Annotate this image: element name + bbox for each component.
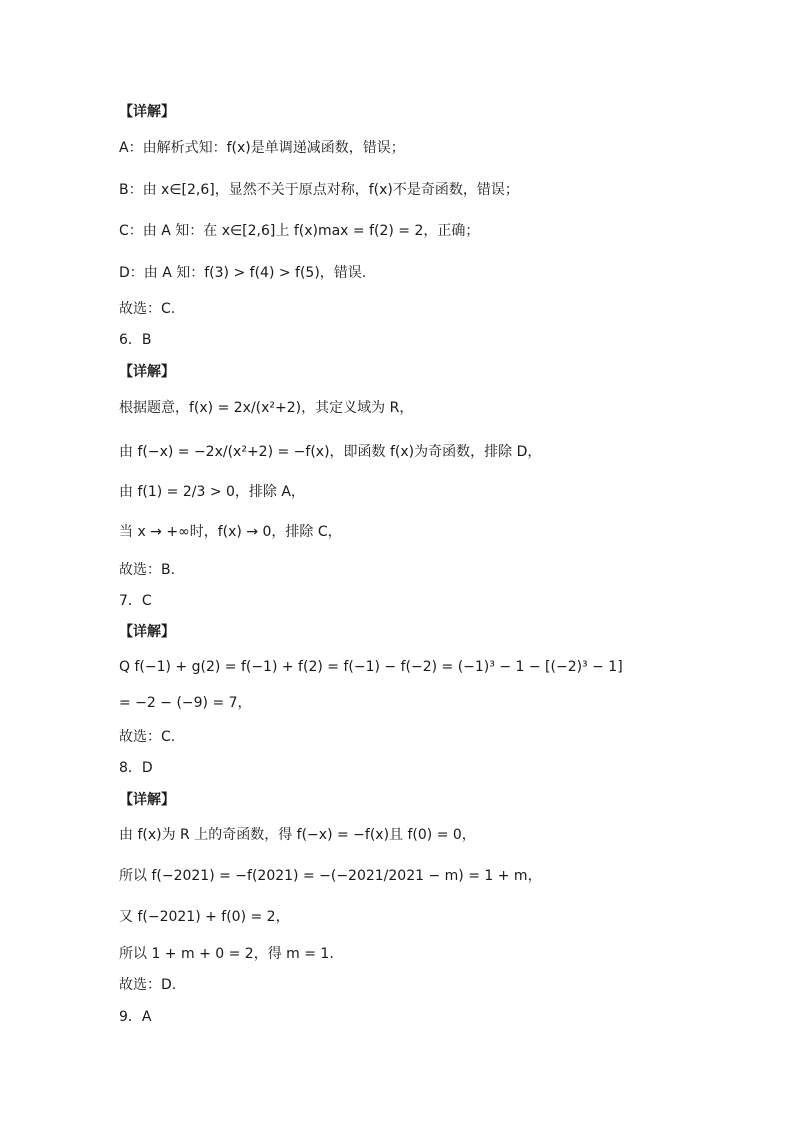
solution-line: A：由解析式知：f(x)是单调递减函数，错误； [119, 140, 405, 156]
solution-line: C：由 A 知：在 x∈[2,6]上 f(x)max = f(2) = 2，正确； [119, 223, 480, 239]
section-heading: 【详解】 [119, 624, 175, 640]
answer-line: 故选：D. [119, 977, 177, 993]
solution-line: 由 f(1) = 2/3 > 0，排除 A， [119, 484, 305, 500]
solution-line: 当 x → +∞时，f(x) → 0，排除 C， [119, 524, 342, 540]
section-heading: 【详解】 [119, 364, 175, 380]
section-heading: 【详解】 [119, 792, 175, 808]
solution-line: 所以 1 + m + 0 = 2，得 m = 1. [119, 946, 334, 962]
solution-line: 根据题意，f(x) = 2x/(x²+2)，其定义域为 R， [119, 400, 414, 416]
solution-line: Q f(−1) + g(2) = f(−1) + f(2) = f(−1) − f(−2) = (−1)³ − 1 − [(−2)³ − 1] [119, 659, 623, 675]
solution-line: = −2 − (−9) = 7， [119, 695, 252, 711]
section-heading: 【详解】 [119, 104, 175, 120]
answer-line: 故选：C. [119, 301, 176, 317]
solution-line: 又 f(−2021) + f(0) = 2， [119, 909, 290, 925]
solution-line: 所以 f(−2021) = −f(2021) = −(−2021/2021 − m) = 1 + m， [119, 868, 542, 884]
question-number: 9．A [119, 1009, 152, 1025]
question-number: 6．B [119, 332, 152, 348]
question-number: 8．D [119, 760, 153, 776]
solution-line: D：由 A 知：f(3) > f(4) > f(5)，错误. [119, 265, 367, 281]
answer-line: 故选：C. [119, 729, 176, 745]
solution-line: 由 f(x)为 R 上的奇函数，得 f(−x) = −f(x)且 f(0) = 0， [119, 827, 476, 843]
solution-line: 由 f(−x) = −2x/(x²+2) = −f(x)，即函数 f(x)为奇函数，排除 D， [119, 444, 542, 460]
solution-line: B：由 x∈[2,6]，显然不关于原点对称，f(x)不是奇函数，错误； [119, 182, 519, 198]
answer-line: 故选：B. [119, 562, 176, 578]
question-number: 7．C [119, 593, 152, 609]
